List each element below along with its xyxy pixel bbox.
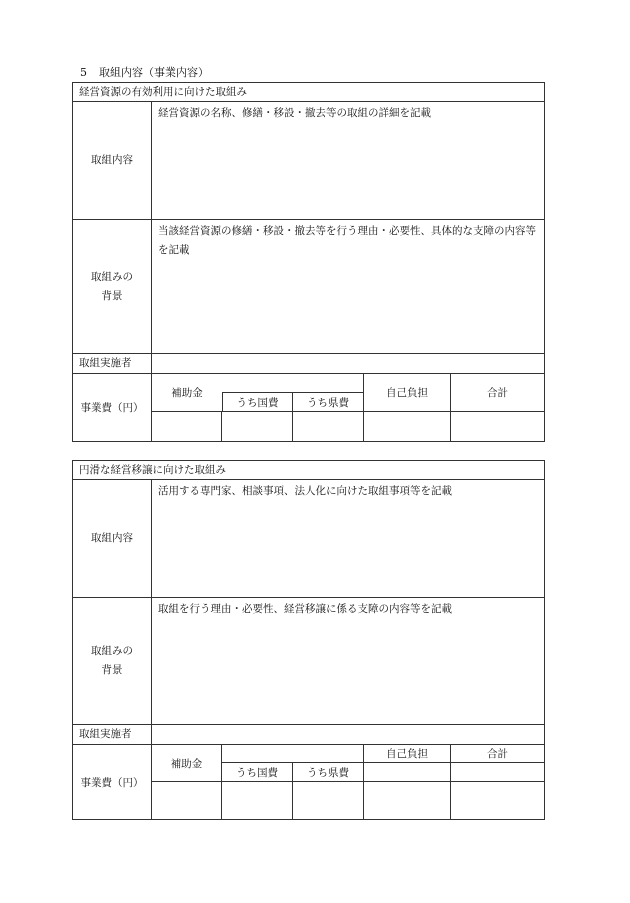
table-business-succession — [72, 460, 545, 820]
implementer-row — [73, 354, 544, 374]
implementer-row — [73, 725, 544, 745]
subsidy-label: 補助金 — [152, 374, 222, 412]
total-label: 合計 — [451, 745, 544, 763]
background-field[interactable]: 当該経営資源の修繕・移設・撤去等を行う理由・必要性、具体的な支障の内容等を記載 — [158, 225, 536, 256]
national-label: うち国費 — [222, 393, 293, 412]
section-number: 5 — [80, 66, 87, 79]
subsidy-sub-header — [222, 374, 364, 393]
self-value[interactable] — [364, 782, 451, 819]
subsidy-value[interactable] — [152, 782, 222, 819]
section-title: 取組内容（事業内容） — [99, 66, 209, 79]
cost-label: 事業費（円） — [73, 745, 152, 819]
content-label: 取組内容 — [73, 480, 152, 597]
content-label: 取組内容 — [73, 102, 152, 219]
background-row — [73, 598, 544, 725]
content-row — [73, 480, 544, 598]
prefectural-value[interactable] — [293, 782, 364, 819]
content-field[interactable]: 経営資源の名称、修繕・移設・撤去等の取組の詳細を記載 — [158, 107, 431, 119]
table-title: 円滑な経営移譲に向けた取組み — [73, 461, 544, 480]
background-row — [73, 220, 544, 354]
implementer-field[interactable] — [152, 725, 544, 744]
content-field[interactable]: 活用する専門家、相談事項、法人化に向けた取組事項等を記載 — [158, 485, 452, 497]
national-label: うち国費 — [222, 763, 293, 782]
implementer-label: 取組実施者 — [73, 354, 152, 373]
total-spacer — [451, 763, 544, 782]
background-label: 取組みの背景 — [73, 598, 152, 724]
total-value[interactable] — [451, 782, 544, 819]
cost-grid — [73, 374, 544, 441]
background-label: 取組みの背景 — [73, 220, 152, 353]
prefectural-label: うち県費 — [293, 763, 364, 782]
national-value[interactable] — [222, 782, 293, 819]
national-value[interactable] — [222, 412, 293, 441]
total-label: 合計 — [451, 374, 544, 412]
prefectural-label: うち県費 — [293, 393, 364, 412]
self-spacer — [364, 763, 451, 782]
prefectural-value[interactable] — [293, 412, 364, 441]
content-row — [73, 102, 544, 220]
subsidy-sub-header — [222, 745, 364, 763]
implementer-label: 取組実施者 — [73, 725, 152, 744]
table-title: 経営資源の有効利用に向けた取組み — [73, 83, 544, 102]
cost-grid — [73, 745, 544, 819]
self-value[interactable] — [364, 412, 451, 441]
subsidy-label: 補助金 — [152, 745, 222, 782]
self-label: 自己負担 — [364, 374, 451, 412]
cost-label: 事業費（円） — [73, 374, 152, 441]
background-field[interactable]: 取組を行う理由・必要性、経営移譲に係る支障の内容等を記載 — [158, 603, 452, 615]
section-heading — [80, 64, 209, 80]
subsidy-value[interactable] — [152, 412, 222, 441]
self-label: 自己負担 — [364, 745, 451, 763]
implementer-field[interactable] — [152, 354, 544, 373]
table-resource-utilization — [72, 82, 545, 442]
total-value[interactable] — [451, 412, 544, 441]
